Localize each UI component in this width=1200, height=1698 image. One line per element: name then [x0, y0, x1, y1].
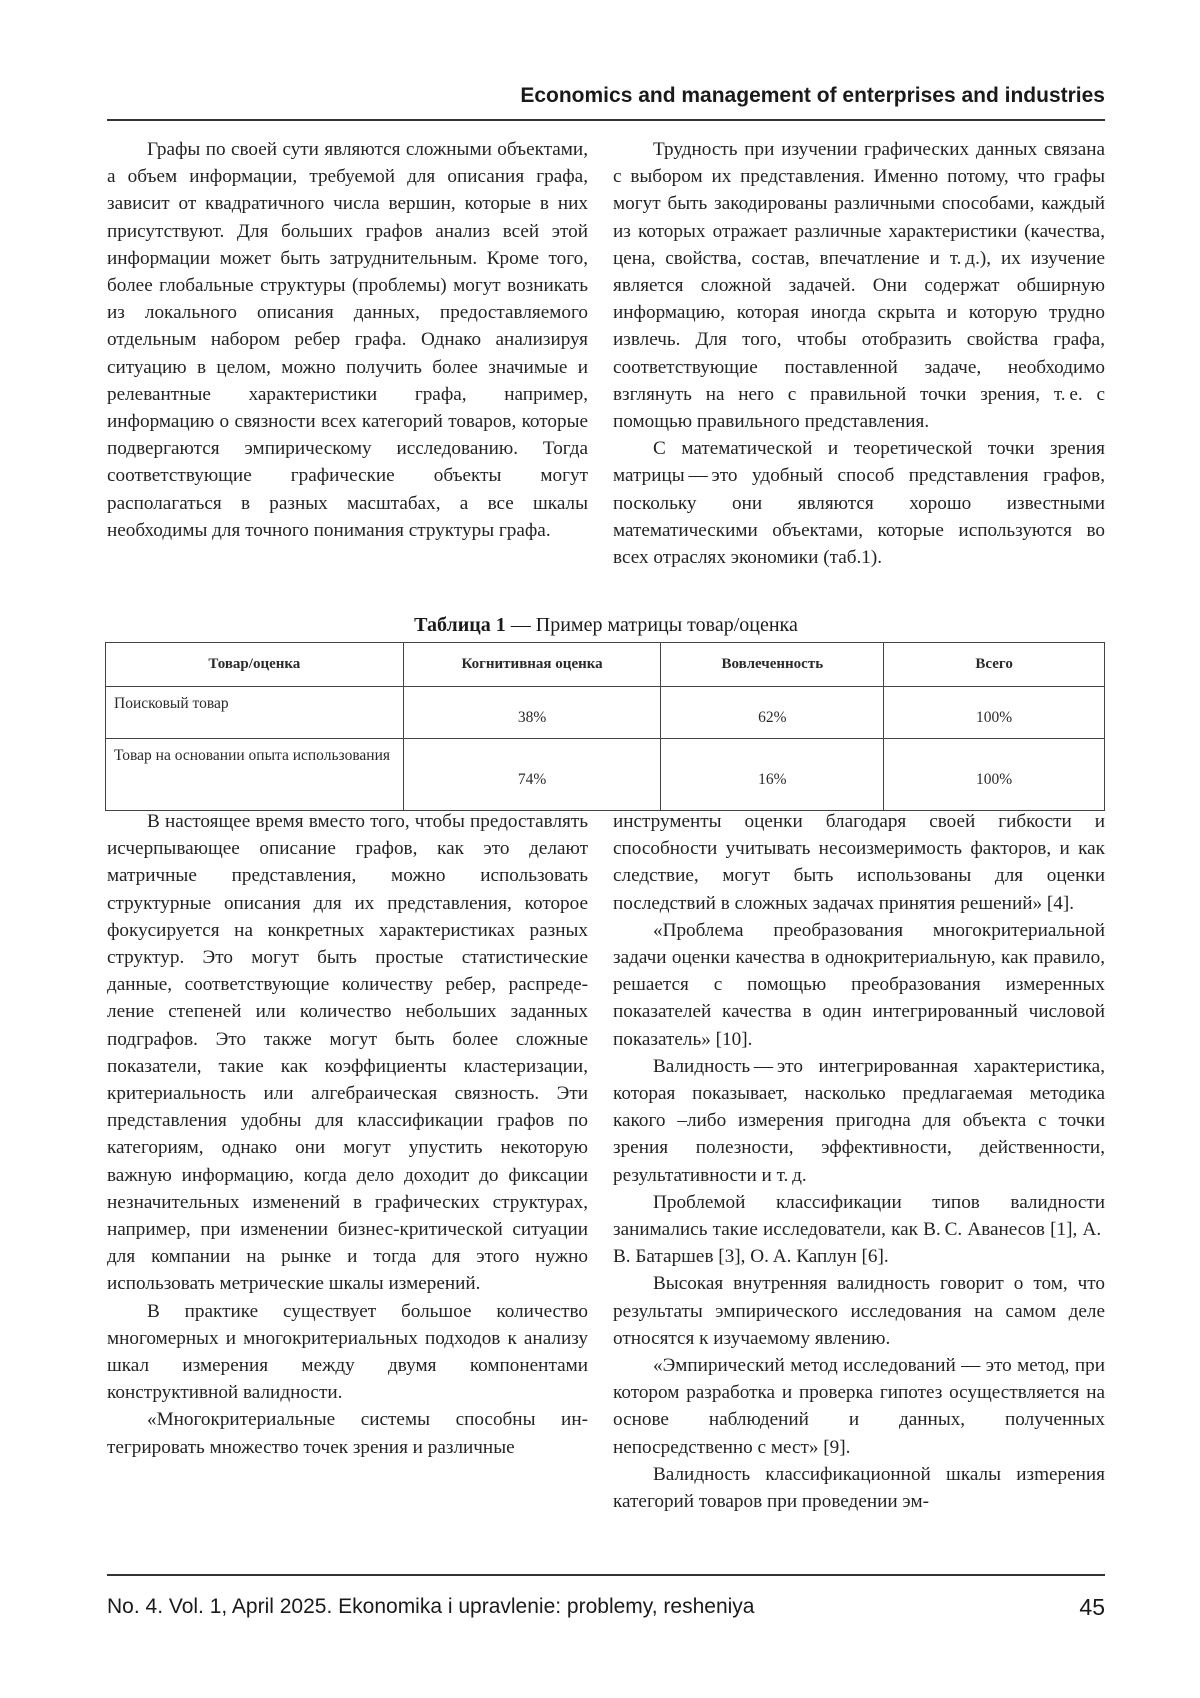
table-cell: 62%: [661, 687, 884, 739]
column-header: Вовлеченность: [661, 643, 884, 687]
paragraph-continuation: инструменты оценки благодаря своей гибкости и способности учитывать несоизмеримость факторов, и как следствие, могут быть использованы для оценки последствий в сложных задачах принятия решений» [4].: [613, 811, 1105, 914]
bottom-right-column: [613, 808, 1105, 1515]
paragraph: Графы по своей сути являются сложными объектами, а объем информации, требуемой для описания графа, зависит от квадратичного числа вершин, которые в них присутствуют. Для больших графов анализ всей этой информации может быть затруднительным. Кроме того, более глобальные структуры (проблемы) могут возникать из локального описания данных, предоставляемого отдельным набором ребер графа. Однако анализируя ситуацию в целом, можно получить более значимые и релевантные характеристики графа, например, информацию о связности всех категорий товаров, которые подвергаются эмпирическому исследованию. Тогда соответствующие графические объекты могут располагаться в разных масштабах, а все шкалы необходимы для точного понимания структуры графа.: [107, 139, 588, 541]
table-caption: [107, 612, 1105, 638]
paragraph: Валидность — это интегрированная характеристика, которая показывает, насколько предлагаемая методика какого –либо измерения пригодна для объекта с точки зрения полезности, эффективности, действенности, результативности и т. д.: [613, 1055, 1105, 1186]
column-header: Когнитивная оценка: [403, 643, 661, 687]
table-header-row: [106, 643, 1105, 687]
paragraph: «Эмпирический метод исследований — это метод, при котором разработка и проверка гипотез осуществляется на основе наблюдений и данных, полученных непосредственно с мест» [9].: [613, 1355, 1105, 1458]
table-row: [106, 739, 1105, 811]
paragraph: Валидность классификационной шкалы изmерения категорий товаров при проведении эм-: [613, 1463, 1105, 1513]
header-rule: [107, 119, 1105, 121]
table-cell: 38%: [403, 687, 661, 739]
table-caption-label: Таблица 1: [414, 614, 506, 636]
top-left-column: [107, 136, 588, 544]
paragraph: В практике существует большое количество многомерных и многокритериальных подходов к анализу шкал измерения между двумя компонентами конструктивной валидности.: [107, 1300, 588, 1404]
column-header: Товар/оценка: [106, 643, 404, 687]
column-header: Всего: [884, 643, 1105, 687]
paragraph: Проблемой классификации типов валидности занимались такие исследователи, как В. С. Аванесов [1], А. В. Батаршев [3], О. А. Каплун [6].: [613, 1191, 1105, 1268]
journal-citation: No. 4. Vol. 1, April 2025. Ekonomika i upravlenie: problemy, resheniya: [107, 1595, 755, 1618]
paragraph: «Проблема преобразования многокритериальной задачи оценки качества в однокритериальную, как правило, решается с помощью преобразования измеренных показателей качества в один интегрированный числовой показатель» [10].: [613, 919, 1105, 1050]
table-cell: 74%: [403, 739, 661, 811]
product-evaluation-table: [105, 642, 1105, 811]
paragraph: Трудность при изучении графических данных связана с выбором их представления. Именно потому, что графы могут быть закодированы различными способами, каждый из которых отражает различные характеристики (качества, цена, свойства, состав, впечатление и т. д.), их изучение является сложной задачей. Они содержат обширную информацию, которая иногда скрыта и которую трудно извлечь. Для того, чтобы отобразить свойства графа, соответствующие поставленной задаче, необходимо взглянуть на него с правильной точки зрения, т. е. с помощью правильного представления.: [613, 139, 1105, 433]
row-label: Поисковый товар: [106, 687, 404, 739]
table-cell: 100%: [884, 739, 1105, 811]
table-row: [106, 687, 1105, 739]
paragraph: С математической и теоретической точки зрения матрицы — это удобный способ представления графов, поскольку они являются хорошо известными математическими объектами, которые используются во всех отраслях экономики (таб.1).: [613, 438, 1105, 569]
footer-rule: [107, 1574, 1105, 1576]
table-cell: 100%: [884, 687, 1105, 739]
table-caption-text: — Пример матрицы товар/оценка: [505, 614, 798, 636]
top-right-column: [613, 136, 1105, 571]
paragraph: Высокая внутренняя валидность говорит о том, что результаты эмпирического исследования на самом деле относятся к изучаемому явлению.: [613, 1273, 1105, 1349]
table-cell: 16%: [661, 739, 884, 811]
paragraph: В настоящее время вместо того, чтобы предоставлять исчерпывающее описание графов, как это делают матричные представления, можно использовать структурные описания для их представления, которое фокусируется на конкретных характеристиках разных структур. Это могут быть простые статистические данные, соответствующие количеству ребер, распределение степеней или количество небольших заданных подграфов. Это также могут быть более сложные показатели, такие как коэффициенты кластеризации, критериальность или алгебраическая связность. Эти представления удобны для классификации графов по категориям, однако они могут упустить некоторую важную информацию, когда дело доходит до фиксации незначительных изменений в графических структурах, например, при изменении бизнес-критической ситуации для компании на рынке и тогда для этого нужно использовать метрические шкалы измерений.: [107, 811, 588, 1295]
bottom-left-column: [107, 808, 588, 1461]
page-number: 45: [1079, 1594, 1105, 1620]
running-title: Economics and management of enterprises and industries: [520, 84, 1105, 107]
row-label: Товар на основании опыта использования: [106, 739, 404, 811]
paragraph: «Многокритериальные системы способны интегрировать множество точек зрения и различные: [107, 1409, 588, 1458]
